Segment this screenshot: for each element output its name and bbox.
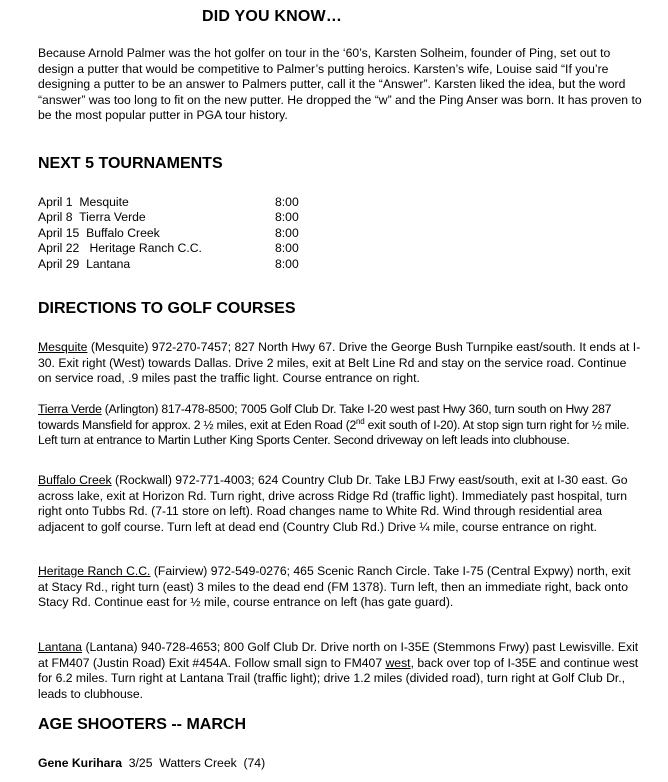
- directions-title: DIRECTIONS TO GOLF COURSES: [38, 300, 296, 317]
- course-directions-text: (Rockwall) 972-771-4003; 624 Country Club Dr. Take LBJ Frwy east/south, exit at I-30 east. Go across lake, exit at Horizon Rd. Turn right, drive across Ridge Rd (traffic light). Immediately past hospital, turn right onto Tubbs Rd. (7-11 store on left). Road changes name to White Rd. Wind through residential area adjacent to golf course. Turn left at dead end (Country Club Rd.) Drive ¼ mile, course entrance on right.: [38, 473, 628, 534]
- course-directions-text: (Arlington) 817-478-8500; 7005 Golf Club Dr. Take I-20 west past Hwy 360, turn south on Hwy 287 towards Mansfield for approx. 2 ½ miles, exit at Eden Road (2: [38, 402, 612, 432]
- course-directions-text: , back over top of I-35E and continue west for 6.2 miles. Turn right at Lantana Trail (traffic light); drive 1.2 miles (divided road), turn right at Golf Club Dr., leads to clubhouse.: [38, 655, 639, 701]
- age-shooters-title: AGE SHOOTERS -- MARCH: [38, 716, 246, 733]
- age-shooter-name: Gene Kurihara: [38, 756, 122, 770]
- tournament-row: [38, 210, 338, 225]
- tournament-label: April 22 Heritage Ranch C.C.: [38, 241, 202, 256]
- underlined-direction: west: [385, 655, 411, 670]
- tournament-row: [38, 226, 338, 241]
- course-name: Buffalo Creek: [38, 473, 112, 487]
- tournament-row: [38, 195, 338, 210]
- tournament-list: [38, 195, 338, 272]
- age-shooter-detail: 3/25 Watters Creek (74): [122, 756, 266, 770]
- did-you-know-title: DID YOU KNOW…: [201, 8, 343, 25]
- tournament-label: April 1 Mesquite: [38, 195, 129, 209]
- course-directions-text: (Mesquite) 972-270-7457; 827 North Hwy 67. Drive the George Bush Turnpike east/south. It ends at I-30. Exit right (West) towards Dallas. Drive 2 miles, exit at Belt Line Rd and stay on the service road. Continue on service road, .9 miles past the traffic light. Course entrance on right.: [38, 340, 641, 386]
- course-name: Tierra Verde: [38, 402, 102, 416]
- course-directions-text: exit south of I-20). At stop sign turn right for ½ mile. Left turn at entrance to Martin Luther King Sports Center. Second driveway on left leads into clubhouse.: [38, 417, 630, 448]
- course-directions-text: (Fairview) 972-549-0276; 465 Scenic Ranch Circle. Take I-75 (Central Expwy) north, exit at Stacy Rd., right turn (east) 3 miles to the dead end (FM 1378). Turn left, then an immediate right, back onto Stacy Rd. Continue east for ½ mile, course entrance on left (has gate guard).: [38, 564, 631, 610]
- course-name: Mesquite: [38, 340, 88, 354]
- course-directions-mesquite: [38, 340, 642, 387]
- tournament-time: 8:00: [275, 241, 299, 256]
- age-shooter-entry: [38, 756, 265, 770]
- course-directions-lantana: [38, 640, 642, 702]
- tournament-label: April 15 Buffalo Creek: [38, 225, 160, 240]
- course-name: Heritage Ranch C.C.: [38, 564, 151, 578]
- tournament-time: 8:00: [275, 256, 299, 271]
- tournament-label: April 8 Tierra Verde: [38, 210, 146, 225]
- tournament-time: 8:00: [275, 225, 299, 240]
- course-directions-heritage-ranch: [38, 564, 642, 611]
- tournament-label: April 29 Lantana: [38, 256, 131, 271]
- tournament-row: [38, 257, 338, 272]
- ordinal-suffix: nd: [356, 416, 365, 426]
- course-directions-buffalo-creek: [38, 473, 642, 535]
- course-directions-tierra-verde: [38, 402, 642, 449]
- did-you-know-text: Because Arnold Palmer was the hot golfer on tour in the ‘60’s, Karsten Solheim, founder of Ping, set out to design a putter that would be competitive to Palmer’s putting heroics. Karsten’s wife, Louise said “If you’re designing a putter to be an answer to Palmers putter, call it the “Answer”. Karsten liked the idea, but the word “answer” was too long to fit on the new putter. He dropped the “w” and the Ping Anser was born. It has proven to be the most popular putter in PGA tour history.: [38, 46, 642, 123]
- tournament-time: 8:00: [275, 195, 299, 209]
- course-directions-text: (Lantana) 940-728-4653; 800 Golf Club Dr. Drive north on I-35E (Stemmons Frwy) past Lewisville. Exit at FM407 (Justin Road) Exit #454A. Follow small sign to FM407: [38, 640, 639, 670]
- tournament-time: 8:00: [275, 210, 299, 225]
- course-name: Lantana: [38, 640, 83, 654]
- tournaments-title: NEXT 5 TOURNAMENTS: [38, 155, 223, 172]
- tournament-row: [38, 241, 338, 256]
